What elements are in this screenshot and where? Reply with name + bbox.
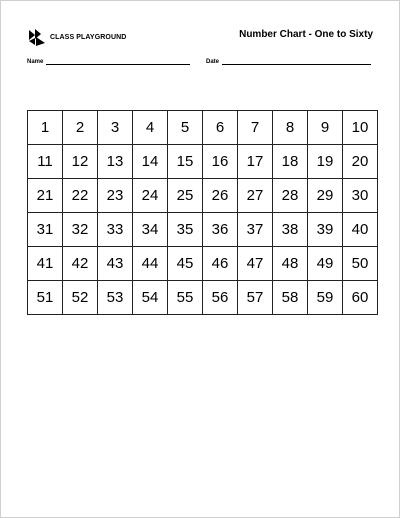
number-cell: 11 (28, 145, 63, 179)
number-cell: 9 (308, 111, 343, 145)
number-cell: 37 (238, 213, 273, 247)
number-cell: 8 (273, 111, 308, 145)
number-cell: 56 (203, 281, 238, 315)
date-label: Date (206, 59, 220, 65)
number-cell: 58 (273, 281, 308, 315)
number-cell: 47 (238, 247, 273, 281)
number-cell: 24 (133, 179, 168, 213)
number-cell: 12 (63, 145, 98, 179)
number-cell: 48 (273, 247, 308, 281)
number-cell: 31 (28, 213, 63, 247)
number-cell: 15 (168, 145, 203, 179)
date-line[interactable] (222, 58, 371, 65)
number-cell: 19 (308, 145, 343, 179)
number-cell: 51 (28, 281, 63, 315)
class-playground-logo-icon (27, 27, 47, 47)
number-cell: 23 (98, 179, 133, 213)
number-cell: 33 (98, 213, 133, 247)
number-cell: 35 (168, 213, 203, 247)
grid-row (28, 281, 378, 315)
number-cell: 55 (168, 281, 203, 315)
number-cell: 38 (273, 213, 308, 247)
number-cell: 60 (343, 281, 378, 315)
number-cell: 34 (133, 213, 168, 247)
date-field[interactable] (206, 55, 371, 65)
number-cell: 49 (308, 247, 343, 281)
number-cell: 32 (63, 213, 98, 247)
number-cell: 22 (63, 179, 98, 213)
number-cell: 36 (203, 213, 238, 247)
number-cell: 18 (273, 145, 308, 179)
grid-row (28, 247, 378, 281)
number-cell: 4 (133, 111, 168, 145)
number-cell: 30 (343, 179, 378, 213)
number-cell: 26 (203, 179, 238, 213)
number-cell: 59 (308, 281, 343, 315)
number-cell: 21 (28, 179, 63, 213)
number-cell: 20 (343, 145, 378, 179)
grid-row (28, 213, 378, 247)
number-cell: 29 (308, 179, 343, 213)
grid-row (28, 179, 378, 213)
brand-name: CLASS PLAYGROUND (50, 33, 127, 41)
number-cell: 46 (203, 247, 238, 281)
number-cell: 54 (133, 281, 168, 315)
number-cell: 50 (343, 247, 378, 281)
number-cell: 43 (98, 247, 133, 281)
number-cell: 27 (238, 179, 273, 213)
number-cell: 1 (28, 111, 63, 145)
grid-row (28, 145, 378, 179)
number-cell: 6 (203, 111, 238, 145)
brand-logo (27, 27, 126, 47)
number-cell: 57 (238, 281, 273, 315)
number-cell: 17 (238, 145, 273, 179)
number-cell: 5 (168, 111, 203, 145)
number-cell: 7 (238, 111, 273, 145)
number-cell: 44 (133, 247, 168, 281)
grid-row (28, 111, 378, 145)
number-cell: 42 (63, 247, 98, 281)
name-field[interactable] (27, 55, 190, 65)
number-cell: 41 (28, 247, 63, 281)
number-cell: 40 (343, 213, 378, 247)
number-cell: 3 (98, 111, 133, 145)
page-title: Number Chart - One to Sixty (239, 29, 373, 40)
number-cell: 53 (98, 281, 133, 315)
number-cell: 39 (308, 213, 343, 247)
name-label: Name (27, 59, 44, 65)
number-cell: 14 (133, 145, 168, 179)
number-chart-grid (27, 110, 378, 315)
number-cell: 45 (168, 247, 203, 281)
number-cell: 10 (343, 111, 378, 145)
number-cell: 52 (63, 281, 98, 315)
number-cell: 13 (98, 145, 133, 179)
number-cell: 2 (63, 111, 98, 145)
number-cell: 25 (168, 179, 203, 213)
name-line[interactable] (46, 58, 190, 65)
number-cell: 28 (273, 179, 308, 213)
number-cell: 16 (203, 145, 238, 179)
